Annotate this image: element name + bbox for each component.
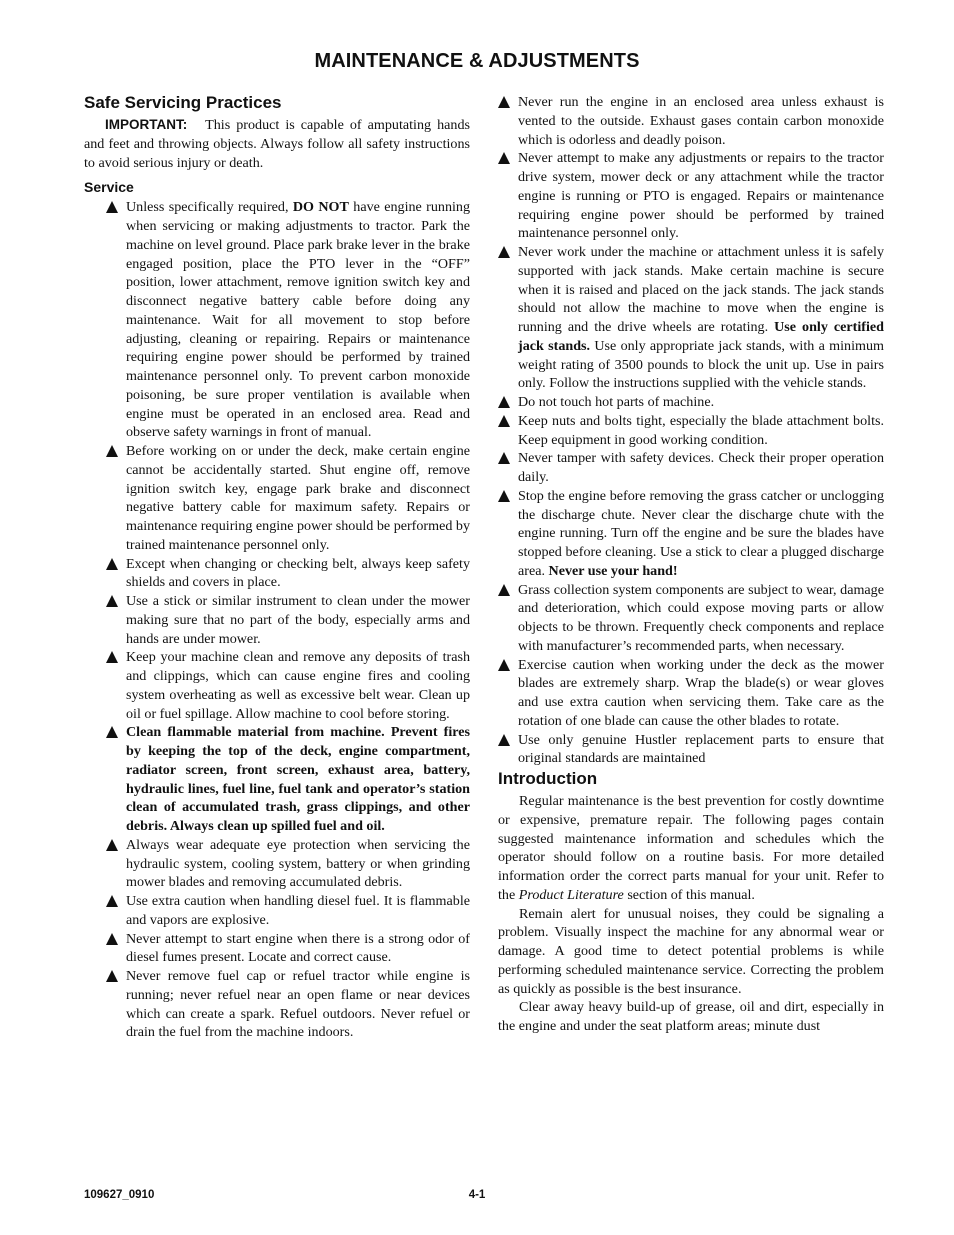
warning-triangle-icon — [106, 933, 118, 945]
safe-servicing-title: Safe Servicing Practices — [84, 93, 282, 112]
bullet-item: Never tamper with safety devices. Check their proper operation daily. — [498, 449, 884, 487]
warning-triangle-icon — [498, 246, 510, 258]
important-label: IMPORTANT: — [105, 117, 188, 132]
bullet-item: Grass collection system components are subject to wear, damage and deterioration, which could expose moving parts or allow objects to be thrown. Frequently check components and replace with manufacturer’s recommended parts, when necessary. — [498, 581, 884, 656]
intro-paragraph: Clear away heavy build-up of grease, oil and dirt, especially in the engine and under the seat platform areas; minute dust — [498, 999, 884, 1034]
bullet-item: Use a stick or similar instrument to clean under the mower making sure that no part of the body, especially arms and hands are under mower. — [106, 592, 470, 648]
service-subtitle: Service — [84, 179, 134, 196]
warning-triangle-icon — [498, 396, 510, 408]
bullet-item: Use extra caution when handling diesel fuel. It is flammable and vapors are explosive. — [106, 892, 470, 930]
bullet-item: Unless specifically required, DO NOT have engine running when servicing or making adjustments to tractor. Park the machine on level ground. Place park brake lever in the brake engaged position, place the PTO lever in the “OFF” position, lower attachment, remove ignition switch key and disconnect negative battery cable before doing any maintenance. Wait for all movement to stop before adjusting, cleaning or repairing. Repairs or maintenance requiring engine power should be performed by trained maintenance personnel only. To prevent carbon monoxide poisoning, be sure proper ventilation is available when engine must be operated in an enclosed area. Read and observe safety warnings in front of manual. — [106, 198, 470, 442]
left-column — [84, 92, 470, 1042]
important-paragraph — [84, 116, 470, 172]
warning-triangle-icon — [498, 96, 510, 108]
bullet-item: Never remove fuel cap or refuel tractor while engine is running; never refuel near an open flame or near devices which can create a spark. Refuel outdoors. Never refuel or drain the fuel from the machine indoors. — [106, 967, 470, 1042]
doc-number: 109627_0910 — [84, 1189, 155, 1201]
warning-triangle-icon — [106, 201, 118, 213]
bullet-item: Do not touch hot parts of machine. — [498, 393, 884, 412]
warning-triangle-icon — [498, 584, 510, 596]
product-literature-ref: Product Literature — [518, 886, 624, 903]
warning-triangle-icon — [498, 659, 510, 671]
bullet-item: Never run the engine in an enclosed area unless exhaust is vented to the outside. Exhaust gases contain carbon monoxide which is odorless and deadly poison. — [498, 93, 884, 149]
important-text: This product is capable of amputating hands and feet and throwing objects. Always follow all safety instructions to avoid serious injury or death. — [84, 117, 470, 171]
warning-triangle-icon — [498, 415, 510, 427]
warning-triangle-icon — [106, 445, 118, 457]
warning-triangle-icon — [106, 558, 118, 570]
warning-triangle-icon — [106, 651, 118, 663]
bullet-item: Never attempt to start engine when there is a strong odor of diesel fumes present. Locate and correct cause. — [106, 930, 470, 968]
bullet-item: Before working on or under the deck, make certain engine cannot be accidentally started. Shut engine off, remove ignition switch key, engage park brake and disconnect negative battery cable for maximum safety. Repairs or maintenance requiring engine power should be performed by trained maintenance personnel only. — [106, 442, 470, 555]
bullet-item: Except when changing or checking belt, always keep safety shields and covers in place. — [106, 555, 470, 593]
right-bullet-list — [498, 93, 884, 768]
warning-triangle-icon — [106, 726, 118, 738]
intro-paragraph: Remain alert for unusual noises, they could be signaling a problem. Visually inspect the machine for any abnormal wear or damage. A good time to detect potential problems is while performing scheduled maintenance service. Correcting the problem as quickly as possible is the best insurance. — [498, 905, 884, 997]
warning-triangle-icon — [106, 595, 118, 607]
bullet-item: Exercise caution when working under the deck as the mower blades are extremely sharp. Wrap the blade(s) or wear gloves and use extra caution when servicing them. Take care as the rotation of one blade can cause the other blades to rotate. — [498, 656, 884, 731]
bullet-item: Keep nuts and bolts tight, especially the blade attachment bolts. Keep equipment in good working condition. — [498, 412, 884, 450]
introduction-title: Introduction — [498, 769, 598, 788]
left-bullet-list — [106, 198, 470, 1042]
warning-triangle-icon — [106, 895, 118, 907]
warning-triangle-icon — [498, 734, 510, 746]
warning-triangle-icon — [106, 839, 118, 851]
bullet-item: Clean flammable material from machine. Prevent fires by keeping the top of the deck, engine compartment, radiator screen, front screen, exhaust area, battery, hydraulic lines, fuel line, fuel tank and operator’s station clean of accumulated trash, grass clippings, and other debris. Always clean up spilled fuel and oil. — [106, 723, 470, 836]
warning-triangle-icon — [498, 490, 510, 502]
bullet-item: Keep your machine clean and remove any deposits of trash and clippings, which can cause engine fires and cooling system overheating as well as excessive belt wear. Clean up oil or fuel spillage. Allow machine to cool before storing. — [106, 648, 470, 723]
page-title: MAINTENANCE & ADJUSTMENTS — [314, 50, 640, 72]
bullet-item: Use only genuine Hustler replacement parts to ensure that original standards are maintained — [498, 731, 884, 769]
bullet-item: Never attempt to make any adjustments or repairs to the tractor drive system, mower deck or any attachment while the tractor engine is running or PTO is engaged. Repairs or maintenance requiring engine power should be performed by trained maintenance personnel only. — [498, 149, 884, 243]
right-column — [498, 93, 884, 1036]
bullet-item: Stop the engine before removing the grass catcher or unclogging the discharge chute. Never clear the discharge chute with the engine running. Turn off the engine and be sure the blades have stopped before cleaning. Use a stick to clear a plugged discharge area. Never use your hand! — [498, 487, 884, 581]
bullet-item: Always wear adequate eye protection when servicing the hydraulic system, cooling system, battery or when grinding mower blades and removing accumulated debris. — [106, 836, 470, 892]
warning-triangle-icon — [498, 152, 510, 164]
bullet-item: Never work under the machine or attachment unless it is safely supported with jack stands. Make certain machine is secure when it is raised and placed on the jack stands. The jack stands should not allow the machine to move when the engine is running and the drive wheels are rotating. Use only certified jack stands. Use only appropriate jack stands, with a minimum weight rating of 3500 pounds to block the unit up. Use in pairs only. Follow the instructions supplied with the vehicle stands. — [498, 243, 884, 393]
warning-triangle-icon — [498, 452, 510, 464]
page-number: 4-1 — [468, 1189, 486, 1201]
intro-paragraph: Regular maintenance is the best prevention for costly downtime or expensive, premature repair. The following pages contain suggested maintenance information and schedules which the operator should follow on a routine basis. For more detailed information order the correct parts manual for your unit. Refer to the Product Literature section of this manual. — [498, 793, 884, 903]
warning-triangle-icon — [106, 970, 118, 982]
